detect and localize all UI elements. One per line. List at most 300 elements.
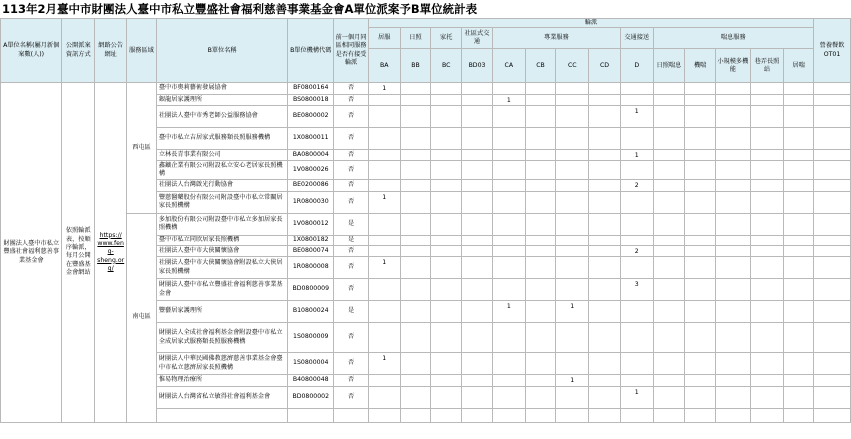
count-bc [431, 94, 462, 105]
respite-count [685, 353, 716, 375]
count-bd03 [462, 128, 493, 150]
count-bb [400, 150, 431, 161]
count-ba: 1 [368, 83, 400, 94]
count-ca [492, 257, 525, 279]
respite-count [685, 213, 716, 235]
respite-count [784, 83, 814, 94]
count-d [620, 128, 653, 150]
count-cd [589, 94, 621, 105]
service-area-name: 西屯區 [132, 143, 151, 151]
b-unit-code: 1X0800182 [288, 235, 334, 245]
respite-count [653, 245, 685, 256]
respite-count [784, 353, 814, 375]
service-code-BB: BB [400, 49, 431, 83]
same-service-flag: 否 [334, 128, 369, 150]
count-ba [368, 128, 400, 150]
b-unit-name: 社團法人台灣啟光行動協會 [156, 180, 287, 191]
respite-count [716, 279, 751, 301]
b-unit-code: BD0800002 [288, 386, 334, 408]
same-service-flag: 否 [334, 323, 369, 353]
respite-count [685, 323, 716, 353]
count-cd [589, 180, 621, 191]
header-b-unit-code: B單位機構代碼 [288, 19, 334, 83]
respite-count [716, 191, 751, 213]
website-link-line: g- [107, 248, 114, 256]
count-bd03 [462, 191, 493, 213]
count-cb [525, 323, 556, 353]
count-bd03 [462, 279, 493, 301]
service-code-BD03: BD03 [462, 49, 493, 83]
count-bc [431, 150, 462, 161]
meal-count [814, 279, 851, 301]
respite-count [716, 150, 751, 161]
count-cd [589, 150, 621, 161]
respite-count [653, 386, 685, 408]
count-ca [492, 83, 525, 94]
b-unit-name: 社團法人臺中市大俠關懷協會 [156, 245, 287, 256]
respite-count [716, 323, 751, 353]
count-bb [400, 257, 431, 279]
b-unit-code: BE0800074 [288, 245, 334, 256]
meal-count [814, 386, 851, 408]
count-d: 3 [620, 279, 653, 301]
respite-count [750, 180, 784, 191]
count-d [620, 375, 653, 386]
respite-count [685, 83, 716, 94]
respite-count [653, 353, 685, 375]
header-public-dispatch: 公開派案資訊方式 [62, 19, 95, 83]
count-bc [431, 180, 462, 191]
b-unit-code: BE0200086 [288, 180, 334, 191]
same-service-flag: 是 [334, 301, 369, 323]
respite-count [685, 106, 716, 128]
count-cd [589, 191, 621, 213]
respite-count [750, 386, 784, 408]
count-cc: 1 [556, 301, 589, 323]
header-social-transport: 社區式交通 [462, 28, 493, 49]
a-unit-name-cell [1, 83, 62, 422]
respite-count [750, 353, 784, 375]
respite-count [750, 150, 784, 161]
count-ba [368, 323, 400, 353]
count-cd [589, 83, 621, 94]
same-service-flag: 否 [334, 375, 369, 386]
meal-count [814, 353, 851, 375]
empty-cell [653, 408, 685, 422]
count-cc [556, 279, 589, 301]
b-unit-name: 多加股份有限公司附設臺中市私立多加居家長照機構 [156, 213, 287, 235]
b-unit-name: 惟易物理治療所 [156, 375, 287, 386]
respite-count [716, 245, 751, 256]
count-cd [589, 353, 621, 375]
header-professional-service: 專業服務 [492, 28, 620, 49]
respite-count [653, 375, 685, 386]
count-bd03 [462, 180, 493, 191]
respite-count [784, 386, 814, 408]
count-cc [556, 180, 589, 191]
count-bd03 [462, 386, 493, 408]
respite-count [716, 353, 751, 375]
count-cc [556, 213, 589, 235]
count-bb [400, 213, 431, 235]
count-ba [368, 245, 400, 256]
count-ca [492, 106, 525, 128]
count-cd [589, 375, 621, 386]
b-unit-code: BD0800009 [288, 279, 334, 301]
b-unit-code: BF0800164 [288, 83, 334, 94]
count-ca [492, 128, 525, 150]
count-cc [556, 323, 589, 353]
respite-count [784, 257, 814, 279]
respite-count [784, 245, 814, 256]
service-code-BA: BA [368, 49, 400, 83]
count-bb [400, 245, 431, 256]
respite-col-alley-station: 巷弄長照站 [750, 49, 784, 83]
count-bd03 [462, 257, 493, 279]
count-d [620, 257, 653, 279]
respite-count [685, 279, 716, 301]
count-bd03 [462, 106, 493, 128]
b-unit-code: 1R0800030 [288, 191, 334, 213]
count-bc [431, 386, 462, 408]
respite-count [784, 213, 814, 235]
respite-count [784, 301, 814, 323]
respite-count [750, 128, 784, 150]
b-unit-name: 立林長青事業有限公司 [156, 150, 287, 161]
b-unit-name: 豐慈醫藥股份有限公司附設臺中市私立常關居家長照機構 [156, 191, 287, 213]
respite-count [784, 235, 814, 245]
respite-count [750, 257, 784, 279]
respite-count [653, 213, 685, 235]
count-cb [525, 180, 556, 191]
respite-count [784, 279, 814, 301]
empty-cell [716, 408, 751, 422]
website-link-line: sheng.or [97, 256, 125, 264]
count-cc [556, 128, 589, 150]
service-code-BC: BC [431, 49, 462, 83]
same-service-flag: 是 [334, 235, 369, 245]
respite-count [784, 180, 814, 191]
a-unit-name: 財團法人臺中市私立豐盛社會福利慈善事業基金會 [3, 239, 60, 264]
count-ba [368, 94, 400, 105]
count-cc [556, 235, 589, 245]
respite-count [784, 323, 814, 353]
empty-cell [620, 408, 653, 422]
header-transport-pickup: 交通接送 [620, 28, 653, 49]
header-same-service: 前一個月同區相同服務是否有接受輪派 [334, 19, 369, 83]
count-cd [589, 279, 621, 301]
header-respite-service: 喘息服務 [653, 28, 814, 49]
count-cc [556, 257, 589, 279]
count-ba [368, 150, 400, 161]
count-bb [400, 161, 431, 180]
count-bc [431, 279, 462, 301]
count-cb [525, 257, 556, 279]
count-cb [525, 279, 556, 301]
count-bb [400, 180, 431, 191]
count-ca [492, 235, 525, 245]
service-area-cell [127, 83, 157, 213]
count-cd [589, 106, 621, 128]
count-d [620, 323, 653, 353]
count-bd03 [462, 83, 493, 94]
respite-count [685, 301, 716, 323]
meal-count [814, 235, 851, 245]
count-cd [589, 323, 621, 353]
respite-count [685, 191, 716, 213]
b-unit-name: 豐藝居家護理所 [156, 301, 287, 323]
empty-cell [492, 408, 525, 422]
respite-count [716, 386, 751, 408]
count-d [620, 94, 653, 105]
count-d: 1 [620, 150, 653, 161]
b-unit-name: 銀龍居家護理所 [156, 94, 287, 105]
empty-cell [334, 408, 369, 422]
count-cb [525, 245, 556, 256]
table-row [1, 213, 851, 235]
respite-count [653, 279, 685, 301]
b-unit-name: 財團法人全成社會福利基金會附設臺中市私立全成居家式服務類長照服務機構 [156, 323, 287, 353]
count-cc [556, 353, 589, 375]
same-service-flag: 否 [334, 279, 369, 301]
respite-count [685, 94, 716, 105]
same-service-flag: 否 [334, 353, 369, 375]
count-cd [589, 301, 621, 323]
count-ba [368, 375, 400, 386]
header-meal-service [814, 19, 851, 83]
same-service-flag: 否 [334, 94, 369, 105]
count-bd03 [462, 213, 493, 235]
dispatch-table [0, 18, 851, 423]
respite-count [716, 235, 751, 245]
count-bc [431, 375, 462, 386]
count-bb [400, 375, 431, 386]
count-bb [400, 386, 431, 408]
empty-cell [685, 408, 716, 422]
count-ca [492, 375, 525, 386]
header-service-area: 服務區域 [127, 19, 157, 83]
count-ba: 1 [368, 257, 400, 279]
b-unit-code: 1X0800011 [288, 128, 334, 150]
count-cb [525, 191, 556, 213]
count-cb [525, 83, 556, 94]
meal-count [814, 245, 851, 256]
respite-count [784, 191, 814, 213]
count-cc [556, 245, 589, 256]
respite-count [750, 213, 784, 235]
respite-count [784, 150, 814, 161]
meal-count [814, 161, 851, 180]
count-ca [492, 323, 525, 353]
sheet-title: 113年2月臺中市財團法人臺中市私立豐盛社會福利慈善事業基金會A單位派案予B單位統計表 [2, 2, 478, 16]
count-cb [525, 94, 556, 105]
count-ba: 1 [368, 353, 400, 375]
respite-count [653, 83, 685, 94]
respite-col-small-multi: 小規模多機能 [716, 49, 751, 83]
respite-count [716, 375, 751, 386]
b-unit-code: 1V0800012 [288, 213, 334, 235]
count-bc [431, 353, 462, 375]
empty-cell [750, 408, 784, 422]
respite-count [750, 191, 784, 213]
count-cb [525, 386, 556, 408]
count-bb [400, 323, 431, 353]
count-cc [556, 106, 589, 128]
empty-cell [556, 408, 589, 422]
count-bc [431, 128, 462, 150]
header-dispatch-group: 輪派 [368, 19, 813, 28]
count-bd03 [462, 301, 493, 323]
count-ca [492, 279, 525, 301]
count-cc [556, 161, 589, 180]
count-bc [431, 235, 462, 245]
respite-count [750, 301, 784, 323]
b-unit-code: B10800024 [288, 301, 334, 323]
count-cb [525, 375, 556, 386]
count-d: 2 [620, 180, 653, 191]
count-cb [525, 301, 556, 323]
meal-count [814, 106, 851, 128]
count-cd [589, 257, 621, 279]
b-unit-code: 1V0800026 [288, 161, 334, 180]
count-bb [400, 301, 431, 323]
respite-count [653, 128, 685, 150]
count-bd03 [462, 353, 493, 375]
meal-count [814, 257, 851, 279]
respite-count [750, 83, 784, 94]
respite-count [716, 106, 751, 128]
count-ba [368, 161, 400, 180]
meal-count [814, 375, 851, 386]
website-link[interactable] [97, 232, 124, 272]
b-unit-name: 社團法人臺中市大俠關懷協會附設私立大俠居家長照機構 [156, 257, 287, 279]
b-unit-code: 1S0800004 [288, 353, 334, 375]
website-cell [95, 83, 127, 422]
meal-count [814, 150, 851, 161]
service-area-name: 南屯區 [132, 313, 151, 321]
count-ca [492, 353, 525, 375]
dispatch-method: 依照輪派表，按順序輪派，每月公開在豐盛基金會網站 [65, 227, 91, 277]
same-service-flag: 是 [334, 213, 369, 235]
website-link-line: https:// [99, 231, 122, 239]
meal-count [814, 213, 851, 235]
count-d [620, 235, 653, 245]
respite-count [716, 94, 751, 105]
meal-count [814, 83, 851, 94]
count-d: 1 [620, 106, 653, 128]
website-link-line: www.fen [97, 239, 124, 247]
header-b-unit-name: B單位名稱 [156, 19, 287, 83]
count-bd03 [462, 235, 493, 245]
count-d [620, 83, 653, 94]
empty-cell [462, 408, 493, 422]
respite-count [716, 83, 751, 94]
service-code-CD: CD [589, 49, 621, 83]
respite-count [784, 161, 814, 180]
website-link-line: g/ [107, 264, 114, 272]
count-cb [525, 161, 556, 180]
count-bc [431, 191, 462, 213]
b-unit-code: B40800048 [288, 375, 334, 386]
meal-count [814, 323, 851, 353]
respite-count [685, 375, 716, 386]
same-service-flag: 否 [334, 150, 369, 161]
count-ba [368, 106, 400, 128]
count-cc [556, 83, 589, 94]
count-cd [589, 245, 621, 256]
count-bc [431, 301, 462, 323]
respite-count [653, 106, 685, 128]
count-bc [431, 257, 462, 279]
meal-count [814, 301, 851, 323]
count-cb [525, 150, 556, 161]
b-unit-code: 1S0800009 [288, 323, 334, 353]
b-unit-name: 財團法人臺中市私立豐盛社會福利慈善事業基金會 [156, 279, 287, 301]
respite-count [685, 257, 716, 279]
count-ca [492, 180, 525, 191]
count-cd [589, 386, 621, 408]
respite-count [784, 94, 814, 105]
count-bd03 [462, 161, 493, 180]
count-d [620, 213, 653, 235]
same-service-flag: 否 [334, 106, 369, 128]
b-unit-name: 財團法人中華民國佛教慈濟慈善事業基金會臺中市私立慈濟居家長照機構 [156, 353, 287, 375]
meal-service-label: 營養餐飲 [819, 42, 845, 50]
respite-count [685, 180, 716, 191]
count-bc [431, 323, 462, 353]
count-ba [368, 301, 400, 323]
count-ba [368, 386, 400, 408]
empty-cell [589, 408, 621, 422]
count-d: 2 [620, 245, 653, 256]
b-unit-name: 臺中市奧莉藝術發展協會 [156, 83, 287, 94]
b-unit-code: 1R0800008 [288, 257, 334, 279]
count-bb [400, 94, 431, 105]
respite-count [653, 180, 685, 191]
respite-count [716, 161, 751, 180]
count-bb [400, 106, 431, 128]
count-ca [492, 150, 525, 161]
respite-count [716, 213, 751, 235]
header-a-unit-name: A單位名稱(屬月新個案數(人)) [1, 19, 62, 83]
count-bd03 [462, 94, 493, 105]
respite-count [653, 150, 685, 161]
count-cb [525, 128, 556, 150]
respite-col-day: 日照喘息 [653, 49, 685, 83]
b-unit-code: BE0800002 [288, 106, 334, 128]
respite-count [716, 301, 751, 323]
count-bb [400, 83, 431, 94]
service-label-BA: 居服 [368, 28, 400, 49]
b-unit-code: BS0800018 [288, 94, 334, 105]
count-d [620, 161, 653, 180]
count-cd [589, 128, 621, 150]
count-ca: 1 [492, 94, 525, 105]
table-row [1, 83, 851, 94]
count-bd03 [462, 150, 493, 161]
count-ba [368, 213, 400, 235]
b-unit-name: 財團法人台灣省私立敏得社會福利基金會 [156, 386, 287, 408]
respite-count [750, 375, 784, 386]
b-unit-name: 臺中市私立吉居家式服務類長照服務機構 [156, 128, 287, 150]
same-service-flag: 否 [334, 386, 369, 408]
count-bd03 [462, 323, 493, 353]
respite-count [716, 180, 751, 191]
respite-count [784, 128, 814, 150]
count-ca [492, 161, 525, 180]
respite-count [750, 323, 784, 353]
empty-cell [400, 408, 431, 422]
